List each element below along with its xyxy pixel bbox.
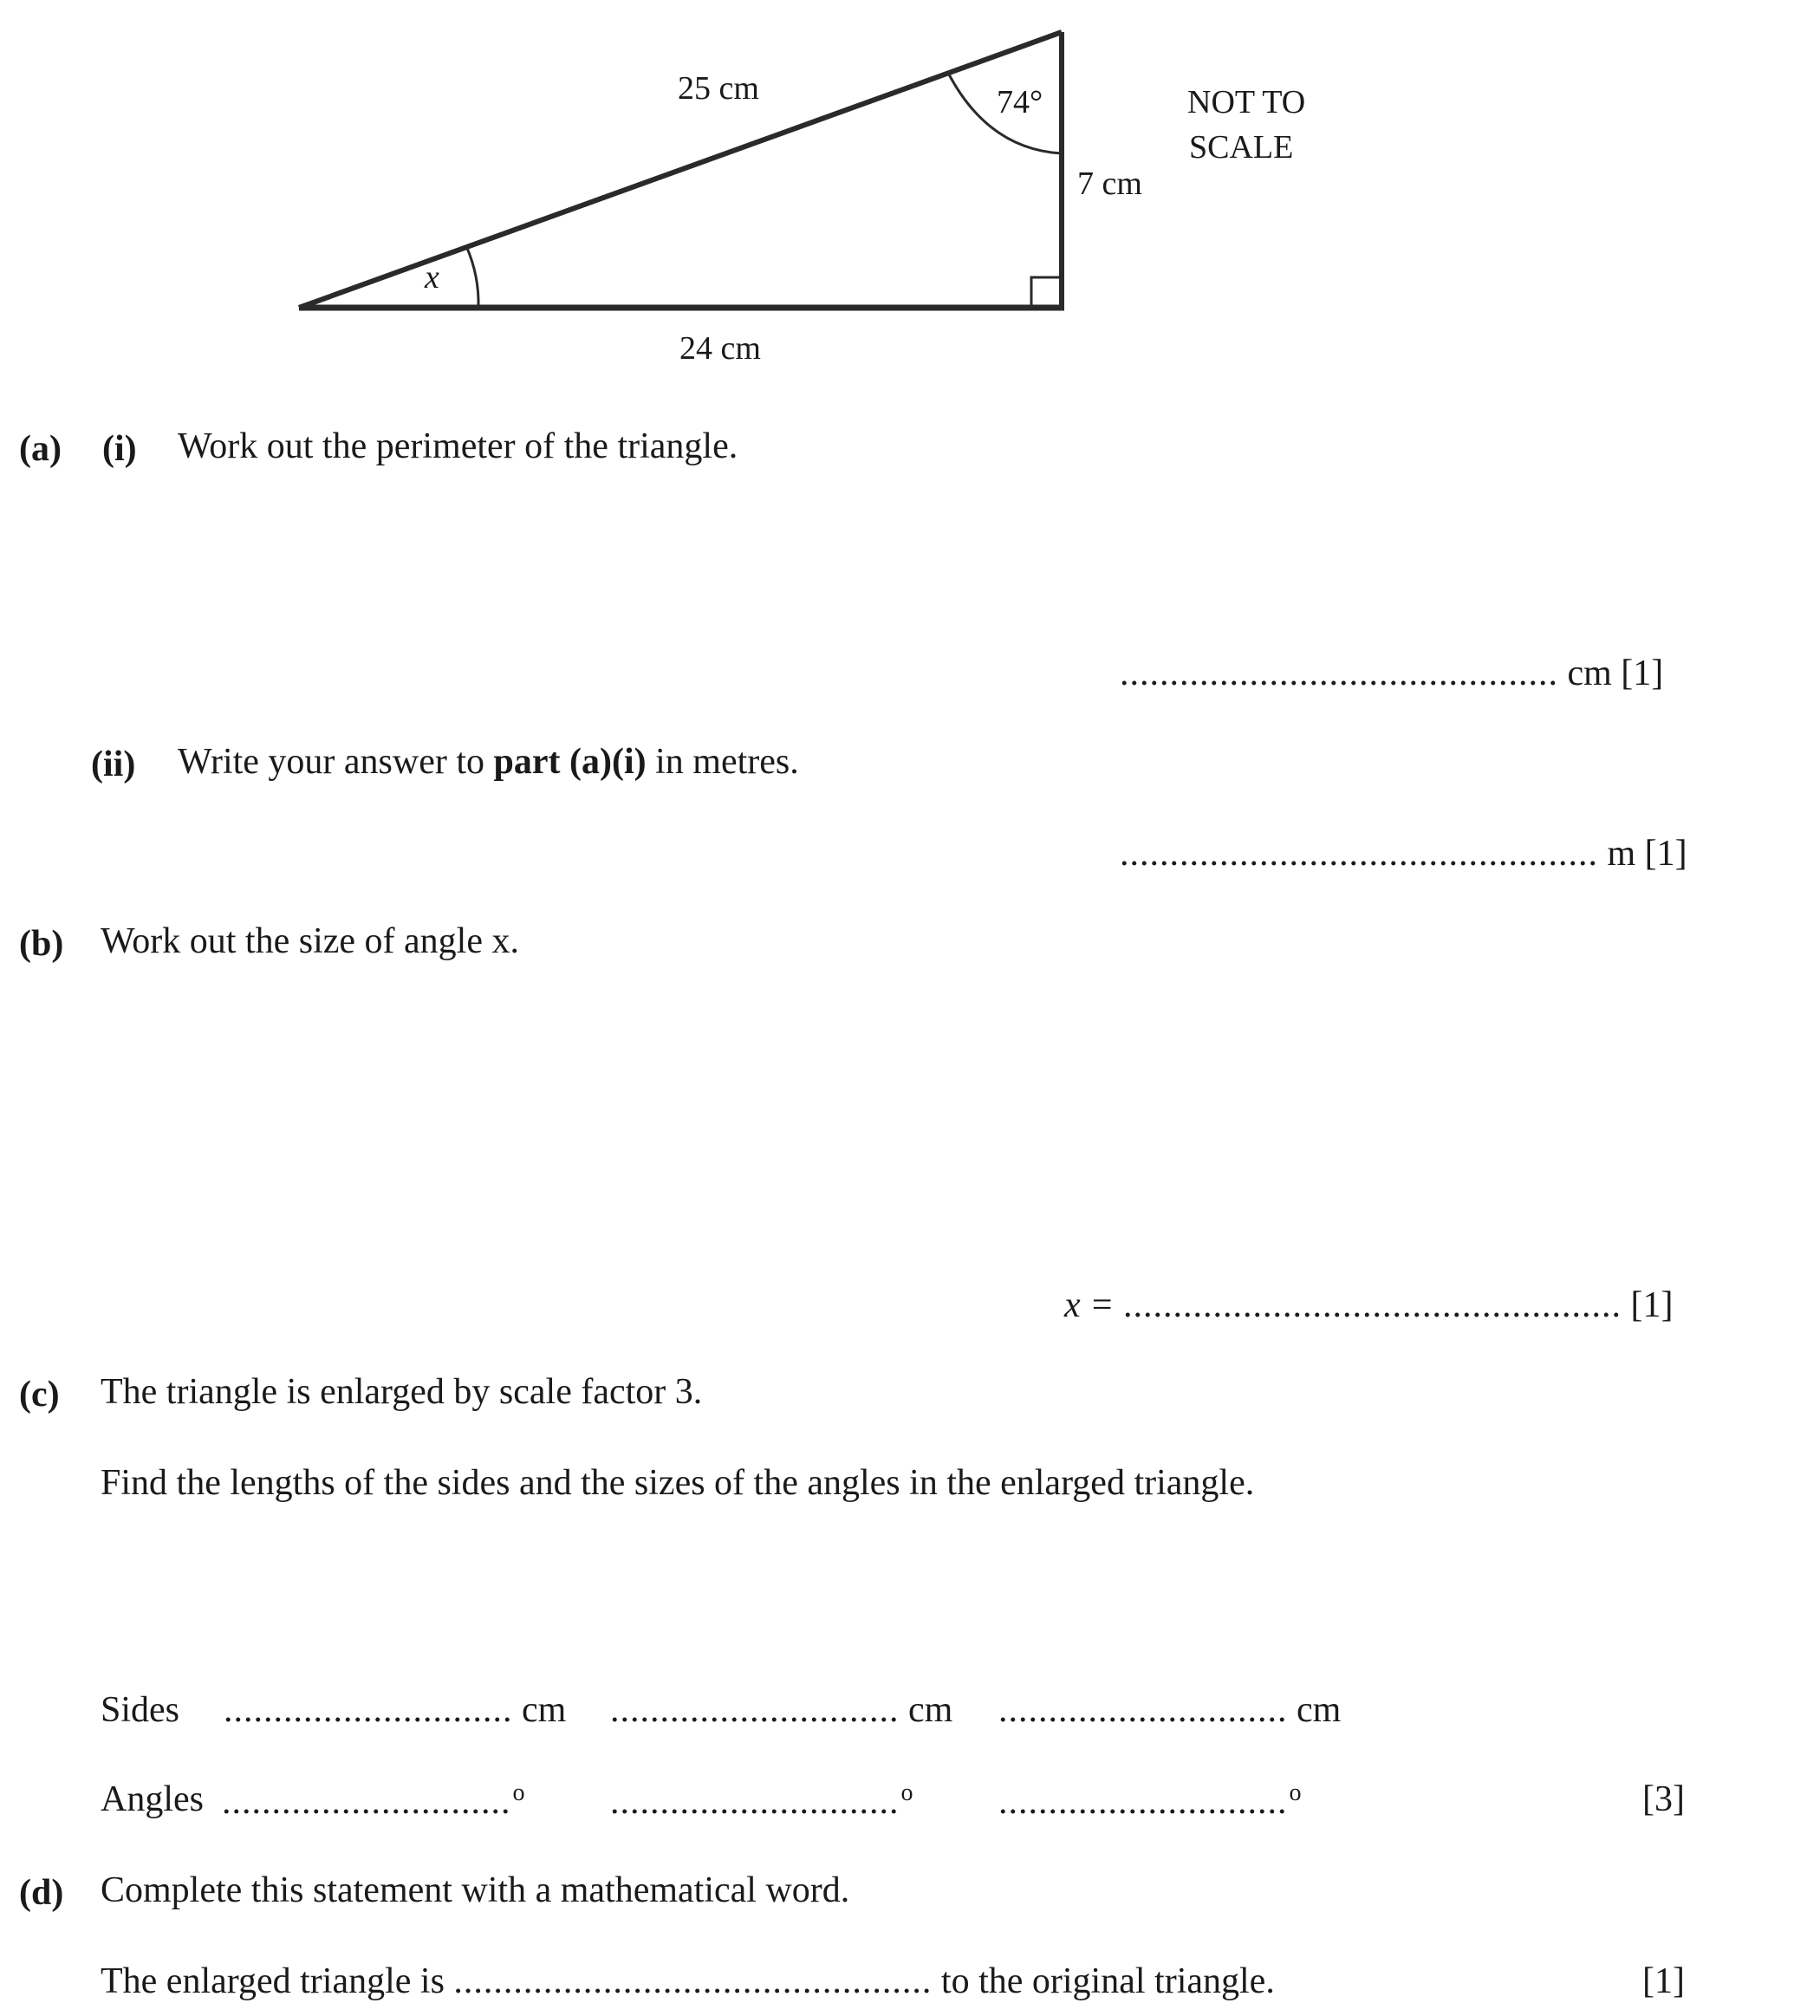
side-answer-3[interactable]: [998, 1692, 1341, 1728]
angle-answer-3[interactable]: [998, 1781, 1302, 1820]
part-a-i-label: (i): [102, 429, 137, 469]
sides-label: Sides: [101, 1690, 180, 1730]
hypotenuse-label: 25 cm: [678, 70, 759, 107]
answer-unit: cm: [1297, 1690, 1342, 1730]
part-a-i-answer-line[interactable]: [1120, 655, 1663, 692]
note-scale: SCALE: [1189, 129, 1294, 166]
angles-label: Angles: [101, 1779, 204, 1819]
triangle-diagram: [0, 0, 1820, 381]
part-c-label: (c): [19, 1375, 60, 1414]
part-a-ii-answer-line[interactable]: [1120, 836, 1687, 872]
top-angle-label: 74°: [997, 84, 1043, 120]
answer-prefix: x =: [1064, 1285, 1115, 1325]
right-angle-marker: [1031, 277, 1062, 308]
part-c-question-2: Find the lengths of the sides and the sizes of the angles in the enlarged triangle.: [101, 1463, 1255, 1503]
part-c-marks: [3]: [1642, 1779, 1685, 1819]
question-text: in metres.: [646, 742, 799, 782]
answer-dots: .............................: [998, 1782, 1288, 1822]
part-c-question-1: The triangle is enlarged by scale factor 3.: [101, 1372, 703, 1412]
side-answer-2[interactable]: [610, 1692, 952, 1728]
answer-dots: .............................: [610, 1782, 900, 1822]
answer-dots: ............................................: [1120, 654, 1558, 693]
angle-answer-1[interactable]: [222, 1781, 525, 1820]
answer-dots: .............................: [222, 1782, 511, 1822]
part-d-label: (d): [19, 1873, 64, 1913]
degree-symbol: o: [1289, 1779, 1302, 1806]
answer-dots: .............................: [610, 1690, 900, 1730]
degree-symbol: o: [900, 1779, 913, 1806]
answer-unit: m [1]: [1607, 834, 1687, 874]
part-b-answer-line[interactable]: [1064, 1287, 1673, 1323]
note-not-to: NOT TO: [1187, 84, 1306, 120]
part-a-i-question: Work out the perimeter of the triangle.: [178, 426, 738, 466]
degree-symbol: o: [512, 1779, 525, 1806]
part-b-label: (b): [19, 924, 64, 964]
part-d-statement[interactable]: [101, 1963, 1275, 2000]
question-bold-ref: part (a)(i): [493, 742, 647, 782]
base-label: 24 cm: [679, 330, 761, 367]
part-d-marks: [1]: [1642, 1961, 1685, 2001]
answer-dots: ................................................: [1120, 834, 1598, 874]
part-a-ii-question: [178, 744, 799, 780]
answer-dots: ................................................: [453, 1961, 933, 2001]
answer-unit: cm: [522, 1690, 567, 1730]
part-b-question: Work out the size of angle x.: [101, 921, 519, 961]
angle-x-arc: [466, 246, 478, 308]
answer-unit: cm: [908, 1690, 953, 1730]
part-a-ii-label: (ii): [91, 745, 136, 784]
answer-dots: .............................: [224, 1690, 513, 1730]
height-label: 7 cm: [1077, 166, 1142, 202]
part-a-label: (a): [19, 429, 62, 469]
angle-answer-2[interactable]: [610, 1781, 913, 1820]
part-d-question: Complete this statement with a mathematical word.: [101, 1870, 850, 1910]
angle-x-label: x: [425, 259, 439, 296]
answer-dots: ..................................................: [1122, 1285, 1622, 1325]
answer-dots: .............................: [998, 1690, 1288, 1730]
statement-text: The enlarged triangle is: [101, 1961, 445, 2001]
answer-unit: cm [1]: [1567, 654, 1664, 693]
statement-text: to the original triangle.: [940, 1961, 1275, 2001]
question-text: Write your answer to: [178, 742, 494, 782]
marks: [1]: [1630, 1285, 1674, 1325]
side-answer-1[interactable]: [224, 1692, 566, 1728]
